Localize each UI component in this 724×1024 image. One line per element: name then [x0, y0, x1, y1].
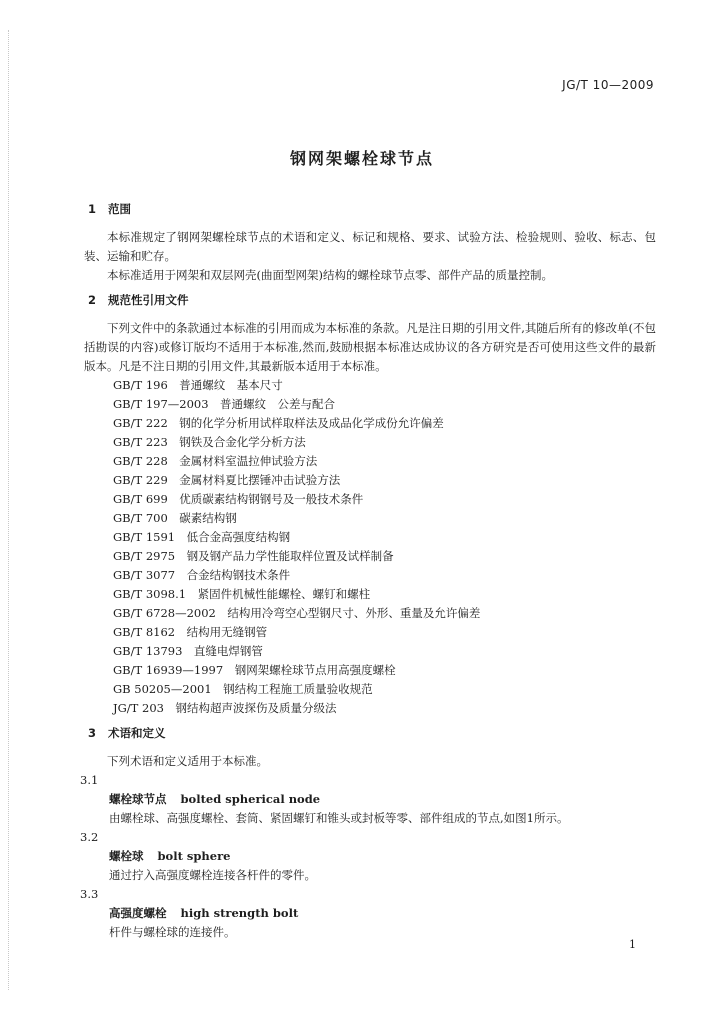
reference-list: [84, 376, 656, 718]
section-title: 规范性引用文件: [108, 293, 189, 307]
reference-item: GB/T 222 钢的化学分析用试样取样法及成品化学成份允许偏差: [113, 416, 444, 430]
reference-item: JG/T 203 钢结构超声波探伤及质量分级法: [113, 701, 337, 715]
document-body: [80, 200, 656, 942]
reference-item: GB/T 6728—2002 结构用冷弯空心型钢尺寸、外形、重量及允许偏差: [113, 606, 481, 620]
reference-item: GB 50205—2001 钢结构工程施工质量验收规范: [113, 682, 373, 696]
reference-item: GB/T 196 普通螺纹 基本尺寸: [113, 378, 283, 392]
section-title: 范围: [108, 202, 131, 216]
term-name: [84, 847, 656, 866]
term-chinese: 高强度螺栓: [109, 906, 167, 920]
term-name: [84, 790, 656, 809]
term-chinese: 螺栓球节点: [109, 792, 167, 806]
paragraph: 下列文件中的条款通过本标准的引用而成为本标准的条款。凡是注日期的引用文件,其随后所有的修改单(不包括勘误的内容)或修订版均不适用于本标准,然而,鼓励根据本标准达成协议的各方研究是否可使用这些文件的最新版本。凡是不注日期的引用文件,其最新版本适用于本标准。: [84, 321, 656, 373]
paragraph: 本标准规定了钢网架螺栓球节点的术语和定义、标记和规格、要求、试验方法、检验规则、验收、标志、包装、运输和贮存。: [84, 230, 656, 263]
reference-item: GB/T 2975 钢及钢产品力学性能取样位置及试样制备: [113, 549, 394, 563]
paragraph: 下列术语和定义适用于本标准。: [107, 754, 268, 768]
reference-item: GB/T 229 金属材料夏比摆锤冲击试验方法: [113, 473, 341, 487]
paragraph: 本标准适用于网架和双层网壳(曲面型网架)结构的螺栓球节点零、部件产品的质量控制。: [107, 268, 553, 282]
section-1-heading: [84, 200, 656, 218]
section-number: 3: [88, 726, 97, 740]
reference-item: GB/T 16939—1997 钢网架螺栓球节点用高强度螺栓: [113, 663, 396, 677]
reference-item: GB/T 8162 结构用无缝钢管: [113, 625, 268, 639]
page-number: 1: [629, 938, 636, 951]
page-title: 钢网架螺栓球节点: [289, 149, 434, 168]
reference-item: GB/T 197—2003 普通螺纹 公差与配合: [113, 397, 336, 411]
reference-item: GB/T 13793 直缝电焊钢管: [113, 644, 263, 658]
reference-item: GB/T 223 钢铁及合金化学分析方法: [113, 435, 306, 449]
term-number: 3.1: [80, 773, 99, 787]
term-english: bolted spherical node: [180, 792, 321, 806]
standard-number: JG/T 10—2009: [562, 78, 654, 92]
section-3-heading: [84, 724, 656, 742]
reference-item: GB/T 3077 合金结构钢技术条件: [113, 568, 291, 582]
reference-item: GB/T 1591 低合金高强度结构钢: [113, 530, 291, 544]
term-english: bolt sphere: [157, 849, 231, 863]
term-number: 3.3: [80, 887, 99, 901]
section-title: 术语和定义: [108, 726, 166, 740]
reference-item: GB/T 699 优质碳素结构钢钢号及一般技术条件: [113, 492, 364, 506]
term-definition: 杆件与螺栓球的连接件。: [109, 925, 236, 939]
reference-item: GB/T 700 碳素结构钢: [113, 511, 237, 525]
term-english: high strength bolt: [180, 906, 299, 920]
term-number: 3.2: [80, 830, 99, 844]
term-name: [84, 904, 656, 923]
binding-edge: [8, 30, 10, 990]
section-2-heading: [84, 291, 656, 309]
section-number: 2: [88, 293, 97, 307]
reference-item: GB/T 228 金属材料室温拉伸试验方法: [113, 454, 318, 468]
term-definition: 通过拧入高强度螺栓连接各杆件的零件。: [109, 868, 316, 882]
section-number: 1: [88, 202, 97, 216]
term-chinese: 螺栓球: [109, 849, 144, 863]
term-definition: 由螺栓球、高强度螺栓、套筒、紧固螺钉和锥头或封板等零、部件组成的节点,如图1所示。: [109, 811, 569, 825]
reference-item: GB/T 3098.1 紧固件机械性能螺栓、螺钉和螺柱: [113, 587, 371, 601]
